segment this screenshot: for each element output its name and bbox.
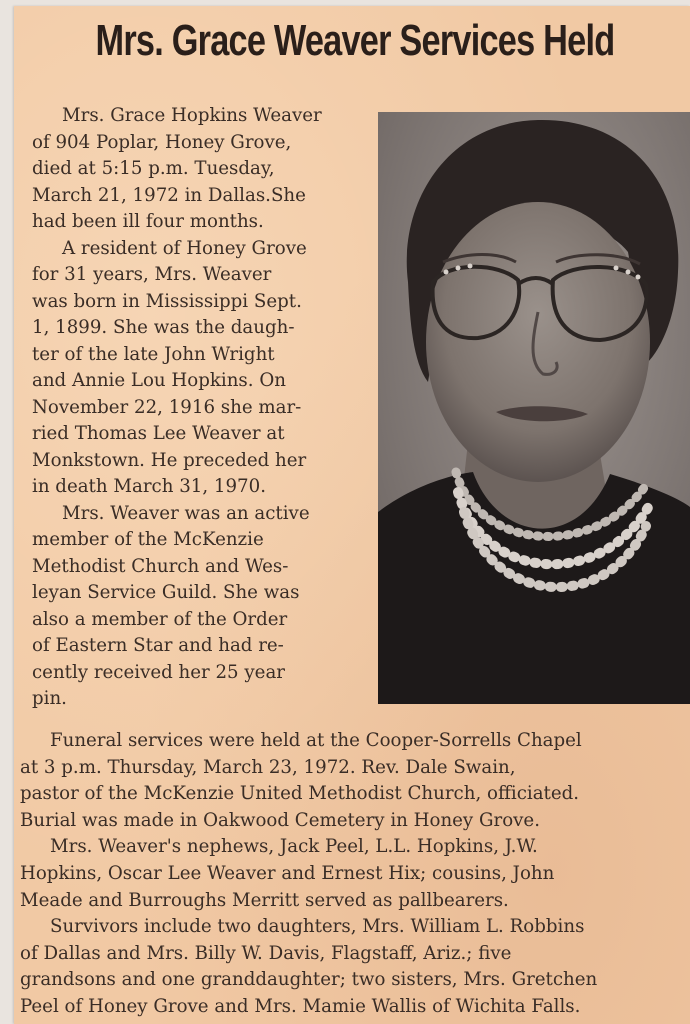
full-width-text-line: of Dallas and Mrs. Billy W. Davis, Flagstaff, Ariz.; five bbox=[20, 942, 512, 964]
column-text-line: had been ill four months. bbox=[32, 211, 264, 232]
column-text-line: member of the McKenzie bbox=[32, 529, 264, 550]
column-text-line: Methodist Church and Wes- bbox=[32, 555, 289, 577]
column-text-line: March 21, 1972 in Dallas.She bbox=[32, 184, 306, 206]
column-text-line: for 31 years, Mrs. Weaver bbox=[32, 264, 272, 285]
full-width-text-line: Meade and Burroughs Merritt served as pallbearers. bbox=[20, 889, 509, 911]
column-text-line: Monkstown. He preceded her bbox=[32, 449, 307, 471]
column-text-line: cently received her 25 year bbox=[32, 661, 285, 683]
column-text-line: of Eastern Star and had re- bbox=[32, 635, 284, 656]
column-text-line: 1, 1899. She was the daugh- bbox=[32, 317, 295, 338]
headline: Mrs. Grace Weaver Services Held bbox=[95, 16, 615, 65]
column-text-line: A resident of Honey Grove bbox=[62, 237, 307, 259]
full-width-text-line: at 3 p.m. Thursday, March 23, 1972. Rev. Dale Swain, bbox=[20, 756, 516, 778]
column-text-line: ter of the late John Wright bbox=[32, 343, 275, 365]
column-text-line: in death March 31, 1970. bbox=[32, 476, 266, 497]
obituary-column-text bbox=[32, 103, 370, 713]
full-width-text-line: Burial was made in Oakwood Cemetery in Honey Grove. bbox=[20, 809, 540, 831]
full-width-text-line: grandsons and one granddaughter; two sisters, Mrs. Gretchen bbox=[20, 969, 598, 991]
column-text-line: was born in Mississippi Sept. bbox=[32, 290, 302, 312]
column-text-line: November 22, 1916 she mar- bbox=[32, 396, 302, 418]
portrait-photo bbox=[378, 112, 690, 704]
full-width-text-line: Peel of Honey Grove and Mrs. Mamie Wallis of Wichita Falls. bbox=[20, 995, 581, 1017]
full-width-text-line: Hopkins, Oscar Lee Weaver and Ernest Hix; cousins, John bbox=[20, 862, 555, 884]
full-width-text-line: Survivors include two daughters, Mrs. William L. Robbins bbox=[50, 916, 585, 938]
column-text-line: Mrs. Weaver was an active bbox=[62, 502, 310, 524]
portrait-image bbox=[378, 112, 690, 704]
column-text-line: pin. bbox=[32, 688, 67, 709]
column-text-line: ried Thomas Lee Weaver at bbox=[32, 423, 285, 444]
column-text-line: Mrs. Grace Hopkins Weaver bbox=[62, 105, 322, 126]
column-text-line: leyan Service Guild. She was bbox=[32, 582, 300, 603]
newspaper-clipping bbox=[14, 6, 690, 1024]
full-width-text-line: Funeral services were held at the Cooper-Sorrells Chapel bbox=[50, 730, 582, 751]
column-text-line: died at 5:15 p.m. Tuesday, bbox=[32, 158, 275, 179]
column-text-line: and Annie Lou Hopkins. On bbox=[32, 370, 286, 391]
full-width-text-line: Mrs. Weaver's nephews, Jack Peel, L.L. Hopkins, J.W. bbox=[50, 836, 538, 858]
column-text-line: of 904 Poplar, Honey Grove, bbox=[32, 131, 292, 153]
full-width-text-line: pastor of the McKenzie United Methodist Church, officiated. bbox=[20, 783, 580, 805]
obituary-full-width-text bbox=[20, 728, 688, 1021]
column-text-line: also a member of the Order bbox=[32, 608, 288, 630]
